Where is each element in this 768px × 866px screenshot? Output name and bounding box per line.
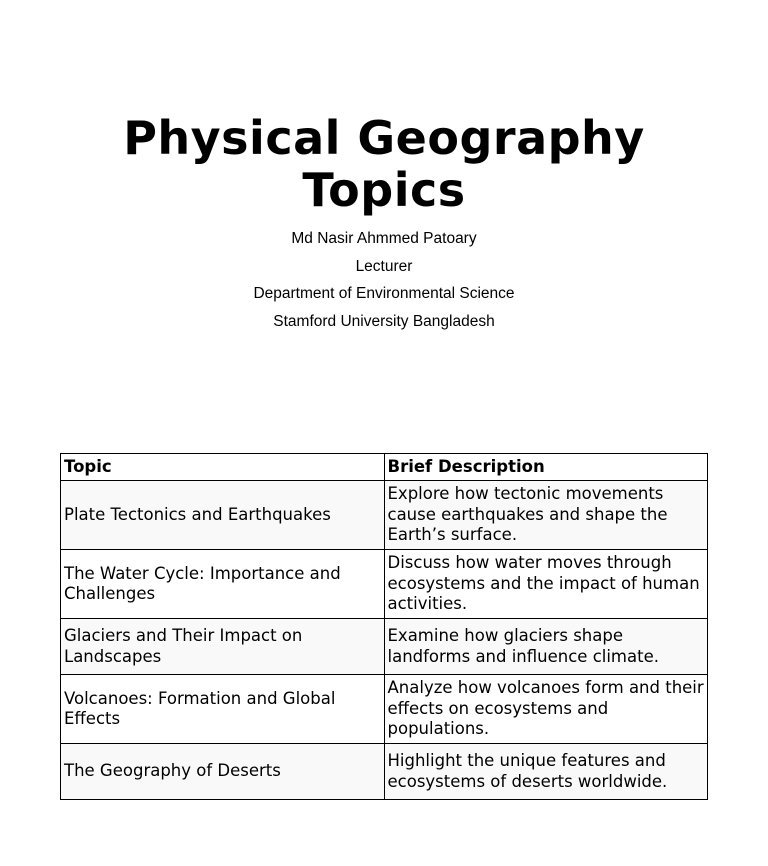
table-row — [61, 550, 708, 619]
description-cell: Analyze how volcanoes form and their effects on ecosystems and populations. — [384, 675, 708, 744]
author-position: Lecturer — [355, 257, 413, 275]
table-row — [61, 619, 708, 675]
description-cell: Explore how tectonic movements cause earthquakes and shape the Earth’s surface. — [384, 481, 708, 550]
header-description: Brief Description — [384, 454, 708, 481]
title-block — [0, 112, 768, 216]
table-row — [61, 675, 708, 744]
description-cell: Discuss how water moves through ecosystems and the impact of human activities. — [384, 550, 708, 619]
table-row — [61, 744, 708, 800]
header-topic: Topic — [61, 454, 385, 481]
author-department: Department of Environmental Science — [253, 285, 515, 302]
topic-cell: The Geography of Deserts — [61, 744, 385, 800]
document-title — [0, 112, 768, 216]
topic-cell: Plate Tectonics and Earthquakes — [61, 481, 385, 550]
description-cell: Highlight the unique features and ecosystems of deserts worldwide. — [384, 744, 708, 800]
author-institution: Stamford University Bangladesh — [273, 312, 495, 330]
table-row — [61, 481, 708, 550]
topic-cell: Volcanoes: Formation and Global Effects — [61, 675, 385, 744]
table-header-row — [61, 454, 708, 481]
title-line-2: Topics — [302, 163, 466, 217]
title-line-1: Physical Geography — [123, 111, 645, 165]
topics-table — [60, 453, 708, 800]
description-cell: Examine how glaciers shape landforms and influence climate. — [384, 619, 708, 675]
author-name: Md Nasir Ahmmed Patoary — [291, 230, 477, 247]
topic-cell: The Water Cycle: Importance and Challenges — [61, 550, 385, 619]
author-info — [0, 228, 768, 338]
topic-cell: Glaciers and Their Impact on Landscapes — [61, 619, 385, 675]
